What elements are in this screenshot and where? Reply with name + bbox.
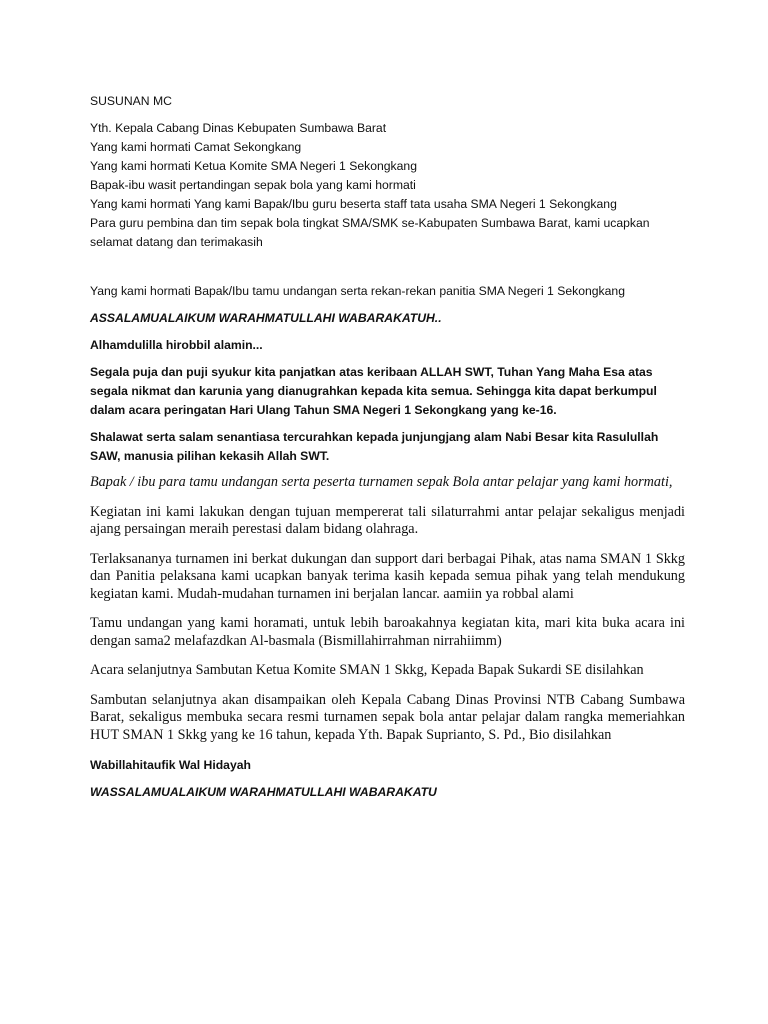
body-paragraph: Terlaksananya turnamen ini berkat dukungan dan support dari berbagai Pihak, atas nama SMAN 1 Skkg dan Panitia pelaksana kami ucapkan banyak terima kasih kepada semua pihak yang telah mendukung kegiatan kami. Mudah-mudahan turnamen ini berjalan lancar. aamiin ya robbal alami bbox=[90, 550, 685, 602]
addressee-line: Yang kami hormati Camat Sekongkang bbox=[90, 140, 302, 154]
body-paragraph: Kegiatan ini kami lakukan dengan tujuan mempererat tali silaturrahmi antar pelajar sekaligus menjadi ajang persaingan meraih perestasi dalam bidang olahraga. bbox=[90, 503, 685, 537]
closing-line: Wabillahitaufik Wal Hidayah bbox=[90, 758, 251, 772]
greeting-paragraph: Bapak / ibu para tamu undangan serta peserta turnamen sepak Bola antar pelajar yang kami hormati, bbox=[90, 474, 673, 490]
opening-salam: ASSALAMUALAIKUM WARAHMATULLAHI WABARAKATUH.. bbox=[90, 311, 442, 325]
addressee-line: Yang kami hormati Yang kami Bapak/Ibu guru beserta staff tata usaha SMA Negeri 1 Sekongkang bbox=[90, 197, 617, 211]
shalawat-paragraph: Shalawat serta salam senantiasa tercurahkan kepada junjungjang alam Nabi Besar kita Rasulullah SAW, manusia pilihan kekasih Allah SWT. bbox=[90, 430, 659, 463]
addressee-line: Para guru pembina dan tim sepak bola tingkat SMA/SMK se-Kabupaten Sumbawa Barat, kami ucapkan selamat datang dan terimakasih bbox=[90, 216, 650, 249]
hamdalah-line: Alhamdulilla hirobbil alamin... bbox=[90, 338, 263, 352]
document-title: SUSUNAN MC bbox=[90, 94, 172, 108]
body-paragraph: Acara selanjutnya Sambutan Ketua Komite SMAN 1 Skkg, Kepada Bapak Sukardi SE disilahkan bbox=[90, 662, 644, 678]
puja-paragraph: Segala puja dan puji syukur kita panjatkan atas keribaan ALLAH SWT, Tuhan Yang Maha Esa atas segala nikmat dan karunia yang dianugrahkan kepada kita semua. Sehingga kita dapat berkumpul dalam acara peringatan Hari Ulang Tahun SMA Negeri 1 Sekongkang yang ke-16. bbox=[90, 365, 657, 417]
addressee-list bbox=[90, 119, 685, 252]
body-paragraph: Tamu undangan yang kami horamati, untuk lebih baroakahnya kegiatan kita, mari kita buka acara ini dengan sama2 melafazdkan Al-basmala (Bismillahirrahman nirrahiimm) bbox=[90, 615, 685, 649]
closing-salam: WASSALAMUALAIKUM WARAHMATULLAHI WABARAKATU bbox=[90, 785, 437, 799]
addressee-line: Bapak-ibu wasit pertandingan sepak bola yang kami hormati bbox=[90, 178, 416, 192]
addressee-line: Yth. Kepala Cabang Dinas Kebupaten Sumbawa Barat bbox=[90, 121, 387, 135]
body-paragraph: Sambutan selanjutnya akan disampaikan oleh Kepala Cabang Dinas Provinsi NTB Cabang Sumbawa Barat, sekaligus membuka secara resmi turnamen sepak bola antar pelajar dalam rangka memeriahkan HUT SMAN 1 Skkg yang ke 16 tahun, kepada Yth. Bapak Suprianto, S. Pd., Bio disilahkan bbox=[90, 691, 685, 743]
guests-line: Yang kami hormati Bapak/Ibu tamu undangan serta rekan-rekan panitia SMA Negeri 1 Sekongkang bbox=[90, 284, 625, 298]
addressee-line: Yang kami hormati Ketua Komite SMA Negeri 1 Sekongkang bbox=[90, 159, 417, 173]
document-page bbox=[90, 92, 685, 802]
